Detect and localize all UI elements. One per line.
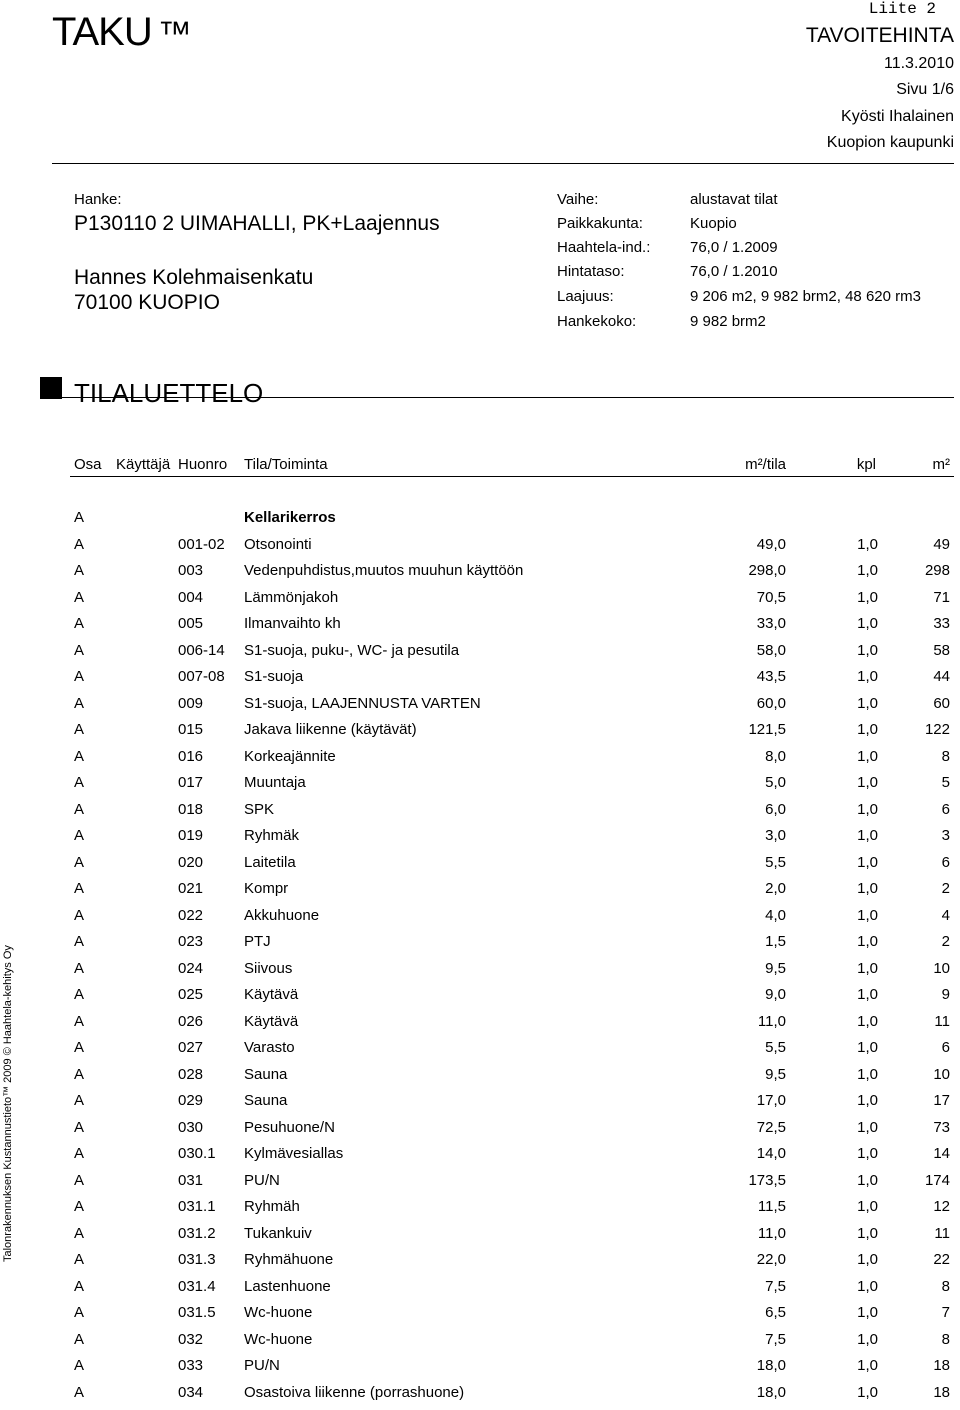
cell-tila: S1-suoja, LAAJENNUSTA VARTEN (244, 694, 481, 712)
cell-kpl: 1,0 (857, 1012, 878, 1030)
liite-label: Liite 2 (868, 0, 936, 18)
table-row (0, 1384, 960, 1410)
cell-huonro: 022 (178, 906, 204, 924)
cell-m2: 7 (941, 1304, 950, 1321)
cell-m2-per-tila: 7,5 (765, 1330, 786, 1348)
cell-tila: Otsonointi (244, 535, 312, 553)
cell-m2-per-tila: 121,5 (748, 721, 786, 738)
cell-m2-per-tila: 3,0 (765, 827, 786, 844)
cell-osa: A (74, 1383, 85, 1401)
cell-osa: A (74, 1277, 85, 1295)
col-header-kpl: kpl (856, 456, 876, 473)
table-row (0, 1013, 960, 1039)
project-field-label: Hintataso: (557, 263, 625, 280)
cell-huonro: 004 (178, 588, 204, 606)
cell-huonro: 024 (178, 959, 204, 977)
table-header-rule (70, 476, 954, 477)
project-address-street: Hannes Kolehmaisenkatu (74, 266, 314, 289)
cell-m2-per-tila: 6,0 (765, 800, 786, 818)
cell-kpl: 1,0 (857, 562, 878, 579)
cell-huonro: 029 (178, 1092, 204, 1109)
col-header-huonro: Huonro (178, 456, 228, 473)
cell-m2-per-tila: 60,0 (756, 694, 786, 712)
cell-tila: Sauna (244, 1065, 288, 1083)
taku-logo (52, 10, 191, 55)
table-row (0, 827, 960, 853)
project-field-value: 76,0 / 1.2010 (690, 263, 778, 280)
cell-m2: 58 (933, 641, 950, 659)
cell-osa: A (74, 800, 85, 818)
cell-kpl: 1,0 (857, 827, 878, 844)
cell-m2: 8 (941, 747, 950, 765)
cell-kpl: 1,0 (857, 1304, 878, 1321)
cell-huonro: 031.3 (178, 1251, 216, 1268)
cell-osa: A (74, 1012, 85, 1030)
cell-kpl: 1,0 (857, 535, 878, 553)
cell-kpl: 1,0 (857, 1251, 878, 1268)
cell-huonro: 031.4 (178, 1277, 216, 1295)
cell-kpl: 1,0 (857, 853, 878, 871)
table-row (0, 1039, 960, 1065)
cell-huonro: 034 (178, 1383, 204, 1401)
cell-m2-per-tila: 9,5 (765, 959, 786, 977)
project-name: P130110 2 UIMAHALLI, PK+Laajennus (74, 212, 440, 235)
cell-huonro: 031 (178, 1171, 204, 1189)
cell-m2: 6 (941, 1039, 950, 1056)
cell-m2: 5 (941, 774, 950, 791)
cell-osa: A (74, 1145, 85, 1162)
cell-m2: 174 (924, 1171, 950, 1189)
cell-tila: PU/N (244, 1357, 280, 1374)
cell-tila: Ilmanvaihto kh (244, 615, 341, 632)
cell-huonro: 023 (178, 933, 204, 950)
cell-tila: Kylmävesiallas (244, 1145, 344, 1162)
cell-huonro: 016 (178, 747, 204, 765)
cell-tila: Käytävä (244, 1012, 299, 1030)
cell-tila: Lastenhuone (244, 1277, 331, 1295)
cell-m2: 17 (933, 1092, 950, 1109)
cell-m2: 18 (933, 1383, 950, 1401)
cell-m2: 2 (941, 933, 950, 950)
cell-huonro: 001-02 (178, 535, 225, 553)
cell-m2-per-tila: 43,5 (756, 668, 786, 685)
cell-m2: 10 (933, 1065, 950, 1083)
cell-huonro: 018 (178, 800, 204, 818)
col-header-osa: Osa (74, 456, 102, 473)
cell-huonro: 020 (178, 853, 204, 871)
cell-tila: PTJ (244, 933, 271, 950)
cell-m2-per-tila: 33,0 (756, 615, 786, 632)
cell-huonro: 028 (178, 1065, 204, 1083)
cell-huonro: 021 (178, 880, 204, 897)
cell-tila: Tukankuiv (244, 1224, 312, 1242)
cell-m2-per-tila: 11,0 (757, 1012, 786, 1030)
cell-huonro: 005 (178, 615, 204, 632)
cell-m2-per-tila: 11,5 (757, 1198, 786, 1215)
table-row (0, 774, 960, 800)
table-row (0, 668, 960, 694)
cell-m2-per-tila: 9,5 (765, 1065, 786, 1083)
cell-kpl: 1,0 (857, 774, 878, 791)
table-row (0, 854, 960, 880)
table-row (0, 1278, 960, 1304)
cell-kpl: 1,0 (857, 1171, 878, 1189)
cell-kpl: 1,0 (857, 880, 878, 897)
cell-osa: A (74, 1251, 85, 1268)
cell-osa: A (74, 1039, 85, 1056)
logo-trademark: ™ (157, 15, 191, 53)
cell-kpl: 1,0 (857, 906, 878, 924)
cell-m2-per-tila: 8,0 (765, 747, 786, 765)
cell-tila: Siivous (244, 959, 293, 977)
table-row (0, 986, 960, 1012)
cell-osa: A (74, 588, 85, 606)
cell-osa: A (74, 906, 85, 924)
cell-m2: 298 (924, 562, 950, 579)
page-number: Sivu 1/6 (896, 81, 954, 98)
cell-m2: 3 (941, 827, 950, 844)
table-row (0, 907, 960, 933)
cell-m2: 14 (933, 1145, 950, 1162)
cell-m2: 11 (934, 1012, 950, 1030)
col-header-tila: Tila/Toiminta (244, 456, 328, 473)
project-field-label: Paikkakunta: (557, 215, 643, 232)
cell-m2: 12 (933, 1198, 950, 1215)
copyright-side-text: Talonrakennuksen Kustannustieto™ 2009 © Haahtela-kehitys Oy (2, 945, 14, 1262)
table-row (0, 1331, 960, 1357)
hanke-label: Hanke: (74, 191, 122, 208)
cell-m2: 6 (941, 853, 950, 871)
cell-m2-per-tila: 7,5 (765, 1277, 786, 1295)
cell-tila: Wc-huone (244, 1304, 313, 1321)
table-row (0, 1119, 960, 1145)
cell-tila: Lämmönjakoh (244, 588, 339, 606)
table-row (0, 695, 960, 721)
cell-kpl: 1,0 (857, 933, 878, 950)
cell-osa: A (74, 986, 85, 1003)
section-marker (40, 377, 62, 399)
cell-m2-per-tila: 5,5 (765, 853, 786, 871)
cell-kpl: 1,0 (857, 1224, 878, 1242)
cell-tila: Akkuhuone (244, 906, 320, 924)
table-row (0, 1198, 960, 1224)
table-row (0, 1145, 960, 1171)
table-row (0, 1172, 960, 1198)
cell-kpl: 1,0 (857, 1092, 878, 1109)
cell-tila: Käytävä (244, 986, 299, 1003)
cell-huonro: 031.5 (178, 1304, 216, 1321)
cell-kpl: 1,0 (857, 800, 878, 818)
cell-huonro: 030.1 (178, 1145, 216, 1162)
table-row (0, 880, 960, 906)
cell-m2: 71 (933, 588, 950, 606)
cell-m2-per-tila: 9,0 (765, 986, 786, 1003)
cell-kpl: 1,0 (857, 588, 878, 606)
cell-huonro: 015 (178, 721, 204, 738)
cell-osa: A (74, 1224, 85, 1242)
cell-tila: Wc-huone (244, 1330, 313, 1348)
cell-m2: 18 (933, 1357, 950, 1374)
project-field-value: 9 206 m2, 9 982 brm2, 48 620 rm3 (690, 288, 921, 305)
header-divider (52, 163, 954, 164)
cell-osa: A (74, 694, 85, 712)
cell-m2-per-tila: 5,0 (765, 774, 786, 791)
cell-huonro: 007-08 (178, 668, 225, 685)
project-field-label: Haahtela-ind.: (557, 239, 651, 256)
cell-tila: Ryhmähuone (244, 1251, 334, 1268)
cell-osa: A (74, 1304, 85, 1321)
project-field-value: 76,0 / 1.2009 (690, 239, 778, 256)
cell-huonro: 019 (178, 827, 204, 844)
cell-m2-per-tila: 18,0 (756, 1357, 786, 1374)
cell-osa: A (74, 1171, 85, 1189)
cell-osa: A (74, 668, 85, 685)
author-name: Kyösti Ihalainen (841, 108, 954, 125)
cell-tila: S1-suoja (244, 668, 304, 685)
cell-osa: A (74, 1065, 85, 1083)
cell-huonro: 032 (178, 1330, 204, 1348)
cell-huonro: 003 (178, 562, 204, 579)
cell-osa: A (74, 509, 85, 526)
cell-huonro: 025 (178, 986, 204, 1003)
organization-name: Kuopion kaupunki (826, 134, 954, 151)
cell-huonro: 031.1 (178, 1198, 216, 1215)
cell-m2: 22 (933, 1251, 950, 1268)
cell-osa: A (74, 880, 85, 897)
cell-huonro: 006-14 (178, 641, 225, 659)
cell-huonro: 027 (178, 1039, 204, 1056)
cell-kpl: 1,0 (857, 641, 878, 659)
cell-osa: A (74, 774, 85, 791)
cell-huonro: 009 (178, 694, 204, 712)
cell-osa: A (74, 535, 85, 553)
table-row (0, 642, 960, 668)
cell-m2: 9 (941, 986, 950, 1003)
cell-osa: A (74, 1118, 85, 1136)
cell-tila: Osastoiva liikenne (porrashuone) (244, 1383, 465, 1401)
cell-m2-per-tila: 173,5 (748, 1171, 786, 1189)
table-row (0, 536, 960, 562)
table-row (0, 615, 960, 641)
cell-tila: Laitetila (244, 853, 296, 871)
cell-m2-per-tila: 58,0 (756, 641, 786, 659)
cell-m2-per-tila: 298,0 (748, 562, 786, 579)
cell-m2-per-tila: 14,0 (756, 1145, 786, 1162)
cell-kpl: 1,0 (857, 1039, 878, 1056)
cell-m2-per-tila: 17,0 (756, 1092, 786, 1109)
table-row (0, 1251, 960, 1277)
cell-kpl: 1,0 (857, 615, 878, 632)
cell-m2-per-tila: 72,5 (756, 1118, 786, 1136)
cell-m2: 8 (941, 1330, 950, 1348)
section-title: TILALUETTELO (74, 378, 264, 408)
cell-osa: A (74, 959, 85, 977)
table-row (0, 1304, 960, 1330)
table-section-heading-row (0, 509, 960, 535)
cell-kpl: 1,0 (857, 694, 878, 712)
cell-osa: A (74, 641, 85, 659)
cell-m2-per-tila: 70,5 (756, 588, 786, 606)
cell-kpl: 1,0 (857, 721, 878, 738)
cell-osa: A (74, 1092, 85, 1109)
project-field-value: Kuopio (690, 215, 737, 232)
cell-tila: Varasto (244, 1039, 295, 1056)
cell-tila: Vedenpuhdistus,muutos muuhun käyttöön (244, 562, 524, 579)
cell-m2: 10 (933, 959, 950, 977)
logo-text: TAKU (52, 10, 152, 54)
cell-tila: Ryhmäh (244, 1198, 300, 1215)
cell-tila: Jakava liikenne (käytävät) (244, 721, 417, 738)
table-row (0, 960, 960, 986)
cell-huonro: 030 (178, 1118, 204, 1136)
table-row (0, 589, 960, 615)
cell-kpl: 1,0 (857, 1198, 878, 1215)
cell-m2: 11 (934, 1224, 950, 1242)
table-row (0, 562, 960, 588)
cell-osa: A (74, 933, 85, 950)
cell-kpl: 1,0 (857, 1277, 878, 1295)
cell-tila: Korkeajännite (244, 747, 336, 765)
cell-m2: 49 (933, 535, 950, 553)
cell-kpl: 1,0 (857, 986, 878, 1003)
table-row (0, 933, 960, 959)
project-address-city: 70100 KUOPIO (74, 291, 220, 314)
cell-m2: 33 (933, 615, 950, 632)
project-field-value: alustavat tilat (690, 191, 778, 208)
cell-huonro: 033 (178, 1357, 204, 1374)
cell-m2-per-tila: 2,0 (765, 880, 786, 897)
cell-kpl: 1,0 (857, 1145, 878, 1162)
table-row (0, 1092, 960, 1118)
cell-m2: 6 (941, 800, 950, 818)
cell-m2: 60 (933, 694, 950, 712)
project-field-label: Laajuus: (557, 288, 614, 305)
table-row (0, 721, 960, 747)
cell-tila: Muuntaja (244, 774, 306, 791)
document-date: 11.3.2010 (884, 55, 954, 72)
cell-m2-per-tila: 4,0 (765, 906, 786, 924)
cell-kpl: 1,0 (857, 959, 878, 977)
col-header-m2: m² (932, 456, 950, 473)
table-row (0, 1225, 960, 1251)
cell-osa: A (74, 721, 85, 738)
cell-osa: A (74, 615, 85, 632)
cell-m2: 8 (941, 1277, 950, 1295)
cell-m2-per-tila: 6,5 (765, 1304, 786, 1321)
cell-m2: 4 (941, 906, 950, 924)
cell-osa: A (74, 853, 85, 871)
project-field-label: Vaihe: (557, 191, 599, 208)
cell-huonro: 017 (178, 774, 204, 791)
cell-tila: S1-suoja, puku-, WC- ja pesutila (244, 641, 460, 659)
cell-osa: A (74, 1330, 85, 1348)
cell-kpl: 1,0 (857, 1118, 878, 1136)
cell-osa: A (74, 827, 85, 844)
cell-kpl: 1,0 (857, 1357, 878, 1374)
cell-tila: Sauna (244, 1092, 288, 1109)
cell-tila: PU/N (244, 1171, 280, 1189)
cell-tila: Pesuhuone/N (244, 1118, 335, 1136)
cell-tila: SPK (244, 800, 275, 818)
cell-tila: Ryhmäk (244, 827, 300, 844)
cell-m2-per-tila: 5,5 (765, 1039, 786, 1056)
cell-kpl: 1,0 (857, 1330, 878, 1348)
cell-osa: A (74, 747, 85, 765)
cell-kpl: 1,0 (857, 668, 878, 685)
document-title: TAVOITEHINTA (805, 24, 954, 47)
cell-m2: 2 (941, 880, 950, 897)
cell-huonro: 031.2 (178, 1224, 216, 1242)
table-row (0, 1357, 960, 1383)
cell-kpl: 1,0 (857, 1383, 878, 1401)
cell-m2-per-tila: 1,5 (765, 933, 786, 950)
cell-huonro: 026 (178, 1012, 204, 1030)
project-field-value: 9 982 brm2 (690, 313, 766, 330)
cell-tila: Kellarikerros (244, 509, 336, 526)
cell-kpl: 1,0 (857, 747, 878, 765)
cell-osa: A (74, 1198, 85, 1215)
cell-m2-per-tila: 49,0 (756, 535, 786, 553)
table-row (0, 748, 960, 774)
cell-m2-per-tila: 22,0 (756, 1251, 786, 1268)
cell-kpl: 1,0 (857, 1065, 878, 1083)
table-row (0, 1066, 960, 1092)
project-field-label: Hankekoko: (557, 313, 637, 330)
cell-m2: 73 (933, 1118, 950, 1136)
cell-osa: A (74, 1357, 85, 1374)
table-row (0, 801, 960, 827)
col-header-kayttaja: Käyttäjä (116, 456, 171, 473)
cell-m2-per-tila: 18,0 (756, 1383, 786, 1401)
cell-m2: 122 (924, 721, 950, 738)
col-header-m2-per-tila: m²/tila (745, 456, 786, 473)
cell-m2: 44 (933, 668, 950, 685)
cell-tila: Kompr (244, 880, 289, 897)
cell-m2-per-tila: 11,0 (757, 1224, 786, 1242)
cell-osa: A (74, 562, 85, 579)
